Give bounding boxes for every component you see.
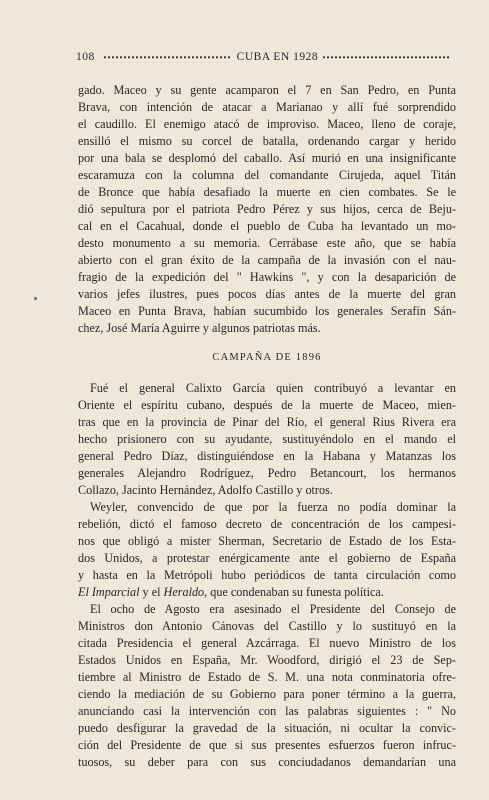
- paragraph-3-final-line: [78, 584, 456, 601]
- text-line: y hasta en la Metrópoli hubo periódicos de tanta circulación como: [78, 568, 456, 582]
- text-line: el caudillo. El enemigo atacó de improviso. Maceo, lleno de coraje,: [78, 117, 456, 131]
- text-line: Weyler, convencido de que por la fuerza no podía dominar la: [90, 500, 456, 514]
- text-line: tiembre al Ministro de Estado de S. M. una nota conminatoria ofre-: [78, 670, 456, 684]
- text-line: hecho prisionero con su ayudante, sustituyéndolo en el mando el: [78, 432, 456, 446]
- text-line: Maceo en Punta Brava, habían sucumbido los generales Serafín Sán-: [78, 304, 456, 318]
- text-line: escaramuza con la columna del comandante Cirujeda, aquel Titán: [78, 168, 456, 182]
- text-line: Brava, con intención de atacar a Marianao y allí fué sorprendido: [78, 100, 456, 114]
- newspaper-name: El Imparcial: [78, 585, 140, 599]
- text-line: puedo desfigurar la gravedad de la situación, ni ocultar la convic-: [78, 721, 456, 735]
- text-line: El ocho de Agosto era asesinado el Presidente del Consejo de: [90, 602, 456, 616]
- header-ornament-right: [323, 54, 451, 60]
- text-line: general Pedro Díaz, distinguiéndose en la Habana y Matanzas los: [78, 449, 456, 463]
- text-line: cal en el Cacahual, donde el pueblo de Cuba ha levantado un mo-: [78, 219, 456, 233]
- text-line: Ministros don Antonio Cánovas del Castillo y lo sustituyó en la: [78, 619, 456, 633]
- text-line: ción del Presidente de que si sus presentes esfuerzos fueron infruc-: [78, 738, 456, 752]
- header-ornament-left: [104, 54, 232, 60]
- text-line: por una bala se desplomó del caballo. Así murió en una insignificante: [78, 151, 456, 165]
- text-line: Fué el general Calixto García quien contribuyó a levantar en: [90, 381, 456, 395]
- text-line: citada Presidencia el general Azcárraga. El nuevo Ministro de los: [78, 636, 456, 650]
- paragraph-1: [78, 82, 456, 337]
- paragraph-3: [78, 499, 456, 584]
- page-header: [76, 49, 456, 65]
- text-line: de Bronce que había desafiado la muerte en cien combates. Se le: [78, 185, 456, 199]
- paragraph-2: [78, 380, 456, 499]
- newspaper-name: Heraldo: [163, 585, 205, 599]
- paragraph-4: [78, 601, 456, 771]
- text-line: abierto con el gran éxito de la campaña de la invasión con el nau-: [78, 253, 456, 267]
- text-line: Collazo, Jacinto Hernández, Adolfo Castillo y otros.: [78, 483, 333, 497]
- text-line: ensilló el mismo su corcel de batalla, ordenando cargar y herido: [78, 134, 456, 148]
- running-title: CUBA EN 1928: [236, 51, 319, 63]
- page-number: 108: [76, 51, 95, 63]
- text-line: dos Unidos, a protestar enérgicamente ante el gobierno de España: [78, 551, 456, 565]
- text-line: rebelión, dictó el famoso decreto de concentración de los campesi-: [78, 517, 456, 531]
- text-line: Oriente el espíritu cubano, después de la muerte de Maceo, mien-: [78, 398, 456, 412]
- text-line: dió sepultura por el patriota Pedro Pérez y sus hijos, cerca de Beju-: [78, 202, 456, 216]
- section-heading: CAMPAÑA DE 1896: [212, 352, 322, 363]
- text-line: ciendo la mediación de su Gobierno para poner término a la guerra,: [78, 687, 456, 701]
- final-line-tail: , que condenaban su funesta política.: [204, 585, 384, 599]
- text-line: varios jefes ilustres, pues pocos días antes de la muerte del gran: [78, 287, 456, 301]
- text-line: tuosos, su deber para con sus conciudadanos demandarían una: [78, 755, 456, 769]
- text-line: Estados Unidos en España, Mr. Woodford, dirigió el 23 de Sep-: [78, 653, 456, 667]
- body-text: [78, 82, 456, 771]
- text-line: desto monumento a su memoria. Cerrábase este año, que se había: [78, 236, 456, 250]
- text-line: generales Alejandro Rodríguez, Pedro Betancourt, los hermanos: [78, 466, 456, 480]
- text-line: gado. Maceo y su gente acamparon el 7 en San Pedro, en Punta: [78, 83, 456, 97]
- joiner-text: y el: [139, 585, 164, 599]
- text-line: nos que obligó a mister Sherman, Secretario de Estado de los Esta-: [78, 534, 456, 548]
- text-line: anunciando casi la intervención con las palabras siguientes : " No: [78, 704, 456, 718]
- text-line: chez, José María Aguirre y algunos patriotas más.: [78, 321, 321, 335]
- text-line: fragio de la expedición del " Hawkins ", y con la desaparición de: [78, 270, 456, 284]
- page-speck: [34, 297, 37, 300]
- text-line: tras que en la provincia de Pinar del Río, el general Rius Rivera era: [78, 415, 456, 429]
